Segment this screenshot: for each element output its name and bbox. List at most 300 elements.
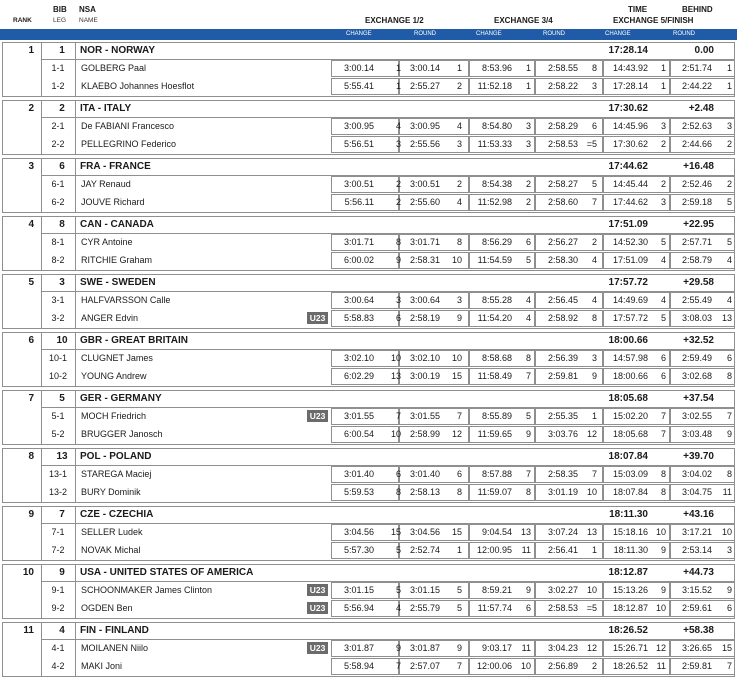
split-time: 2:51.74 (681, 63, 712, 73)
split-rank: 1 (456, 545, 462, 555)
split-rank: 11 (521, 545, 531, 555)
split-time: 2:58.30 (547, 255, 578, 265)
rank-header: RANK (13, 17, 32, 24)
leg-number: 5-2 (51, 429, 65, 439)
table-row (41, 408, 735, 425)
split-time: 2:58.79 (681, 255, 712, 265)
split-time: 3:01.87 (343, 643, 374, 653)
leg-number: 3-2 (51, 313, 65, 323)
split-rank: 9 (726, 585, 732, 595)
split-rank: 2 (660, 179, 666, 189)
split-time: 3:04.02 (681, 469, 712, 479)
split-rank: 13 (520, 527, 531, 537)
team-bib: 8 (59, 219, 65, 230)
athlete-name: JAY Renaud (81, 179, 131, 189)
table-row (41, 292, 735, 309)
split-time: 3:02.10 (409, 353, 440, 363)
leg-number: 13-2 (48, 487, 67, 497)
team-time: 18:26.52 (608, 625, 648, 636)
athlete-name: KLAEBO Johannes Hoesflot (81, 81, 195, 91)
team-bib: 10 (56, 335, 68, 346)
table-row (41, 310, 735, 327)
split-time: 2:58.99 (409, 429, 440, 439)
split-time: 3:00.14 (409, 63, 440, 73)
split-rank: 13 (721, 313, 732, 323)
split-time: 3:04.56 (409, 527, 440, 537)
team-rank: 1 (28, 45, 34, 56)
split-rank: 6 (525, 237, 531, 247)
split-rank: 5 (525, 255, 531, 265)
split-rank: 4 (456, 197, 462, 207)
split-time: 2:55.79 (409, 603, 440, 613)
split-rank: 2 (525, 179, 531, 189)
split-time: 8:55.89 (481, 411, 512, 421)
table-row (41, 426, 735, 443)
split-time: 2:58.13 (409, 487, 440, 497)
team-behind: +16.48 (683, 161, 714, 172)
split-time: 11:54.20 (477, 313, 512, 323)
split-time: 2:56.39 (547, 353, 578, 363)
table-row (41, 136, 735, 153)
split-time: 17:57.72 (612, 313, 648, 323)
split-rank: 2 (660, 139, 666, 149)
team-behind: 0.00 (694, 45, 714, 56)
athlete-name: PELLEGRINO Federico (81, 139, 177, 149)
split-rank: 8 (395, 487, 401, 497)
split-time: 8:55.28 (481, 295, 512, 305)
round-subheader: ROUND (673, 31, 695, 37)
team-time: 18:00.66 (608, 335, 648, 346)
athlete-name: MOCH Friedrich (81, 411, 147, 421)
team-block (0, 100, 737, 158)
split-time: 3:26.65 (681, 643, 712, 653)
split-rank: 15 (451, 371, 462, 381)
split-time: 8:56.29 (481, 237, 512, 247)
team-behind: +44.73 (683, 567, 714, 578)
time-header: TIME (628, 5, 648, 14)
team-block (0, 622, 737, 680)
split-rank: 2 (591, 237, 597, 247)
split-rank: 10 (451, 255, 462, 265)
change-subheader: CHANGE (346, 31, 372, 37)
split-rank: 4 (660, 295, 666, 305)
split-time: 3:03.76 (547, 429, 578, 439)
team-rank: 6 (28, 335, 34, 346)
split-time: 2:56.41 (547, 545, 578, 555)
table-row (41, 60, 735, 77)
split-rank: 9 (525, 585, 531, 595)
nsa-header: NSA (79, 5, 96, 14)
split-rank: 4 (456, 121, 462, 131)
split-rank: 10 (586, 487, 597, 497)
split-time: 8:54.80 (481, 121, 512, 131)
split-time: 3:00.51 (343, 179, 374, 189)
team-time: 18:11.30 (609, 509, 648, 520)
split-rank: 5 (456, 585, 462, 595)
split-time: 2:55.49 (681, 295, 712, 305)
split-time: 8:57.88 (481, 469, 512, 479)
split-time: 18:26.52 (612, 661, 648, 671)
split-time: 3:01.19 (547, 487, 578, 497)
split-rank: 7 (525, 371, 531, 381)
split-rank: 7 (726, 411, 732, 421)
split-time: 2:56.89 (547, 661, 578, 671)
split-time: 2:58.55 (547, 63, 578, 73)
split-time: 2:55.27 (409, 81, 440, 91)
split-rank: 7 (591, 197, 597, 207)
exchange-5-header: EXCHANGE 5/FINISH (613, 16, 694, 25)
split-rank: 8 (591, 63, 597, 73)
split-rank: 3 (525, 139, 531, 149)
table-row (41, 176, 735, 193)
leg-number: 2-1 (51, 121, 65, 131)
split-rank: 4 (726, 295, 732, 305)
split-time: 5:58.83 (343, 313, 374, 323)
split-time: 3:08.03 (681, 313, 712, 323)
split-time: 6:00.54 (343, 429, 374, 439)
split-time: 2:59.61 (681, 603, 712, 613)
athlete-name: MAKI Joni (81, 661, 123, 671)
team-bib: 1 (59, 45, 65, 56)
split-rank: 4 (726, 255, 732, 265)
leg-number: 13-1 (48, 469, 67, 479)
team-nsa: FRA - FRANCE (80, 161, 151, 172)
leg-number: 4-2 (51, 661, 65, 671)
split-time: 3:01.40 (343, 469, 374, 479)
team-block (0, 448, 737, 506)
split-time: 2:52.74 (409, 545, 440, 555)
split-rank: 3 (660, 121, 666, 131)
team-behind: +2.48 (688, 103, 714, 114)
split-time: 2:55.35 (547, 411, 578, 421)
split-rank: 10 (655, 603, 666, 613)
split-time: 2:52.63 (681, 121, 712, 131)
split-rank: 3 (456, 139, 462, 149)
split-rank: 9 (456, 313, 462, 323)
split-rank: 1 (525, 81, 531, 91)
split-rank: 6 (456, 469, 462, 479)
team-behind: +32.52 (683, 335, 714, 346)
name-header: NAME (79, 17, 98, 24)
split-time: 2:58.60 (547, 197, 578, 207)
table-row (41, 484, 735, 501)
split-rank: 1 (395, 81, 401, 91)
split-rank: 1 (660, 81, 666, 91)
split-time: 3:00.51 (409, 179, 440, 189)
split-time: 8:58.68 (481, 353, 512, 363)
split-rank: 1 (726, 63, 732, 73)
split-time: 2:57.71 (681, 237, 712, 247)
split-rank: 4 (591, 255, 597, 265)
split-time: 3:00.95 (343, 121, 374, 131)
split-time: 11:52.18 (477, 81, 512, 91)
team-time: 17:44.62 (608, 161, 648, 172)
split-time: 17:28.14 (612, 81, 648, 91)
split-time: 8:54.38 (481, 179, 512, 189)
athlete-name: CYR Antoine (81, 237, 133, 247)
split-time: 3:02.10 (343, 353, 374, 363)
table-row (41, 524, 735, 541)
split-time: 12:00.95 (476, 545, 512, 555)
split-rank: 4 (591, 295, 597, 305)
split-time: 9:03.17 (481, 643, 512, 653)
split-rank: 3 (395, 295, 401, 305)
athlete-name: BRUGGER Janosch (81, 429, 163, 439)
split-time: 2:55.60 (409, 197, 440, 207)
team-time: 18:12.87 (608, 567, 648, 578)
split-time: 2:59.18 (681, 197, 712, 207)
split-time: 2:44.66 (681, 139, 712, 149)
leg-number: 9-2 (51, 603, 65, 613)
split-rank: 4 (525, 295, 531, 305)
athlete-name: BURY Dominik (81, 487, 141, 497)
split-rank: 3 (395, 139, 401, 149)
split-rank: 7 (525, 469, 531, 479)
split-time: 17:44.62 (612, 197, 648, 207)
split-rank: 12 (586, 429, 597, 439)
split-rank: 8 (525, 487, 531, 497)
split-time: 8:53.96 (481, 63, 512, 73)
split-rank: 4 (525, 313, 531, 323)
split-rank: 8 (660, 487, 666, 497)
u23-badge: U23 (307, 642, 328, 654)
split-rank: 6 (395, 313, 401, 323)
team-rank: 11 (23, 625, 34, 636)
split-rank: =5 (586, 603, 597, 613)
split-time: 3:04.56 (343, 527, 374, 537)
split-time: 5:55.41 (343, 81, 374, 91)
athlete-name: GOLBERG Paal (81, 63, 147, 73)
leg-number: 6-2 (51, 197, 65, 207)
split-rank: =5 (586, 139, 597, 149)
split-time: 3:01.55 (409, 411, 440, 421)
athlete-name: De FABIANI Francesco (81, 121, 175, 131)
split-rank: 11 (722, 487, 732, 497)
team-behind: +22.95 (683, 219, 714, 230)
split-rank: 5 (395, 585, 401, 595)
split-rank: 10 (451, 353, 462, 363)
table-row (41, 466, 735, 483)
team-nsa: CAN - CANADA (80, 219, 154, 230)
split-rank: 5 (456, 603, 462, 613)
split-rank: 1 (660, 63, 666, 73)
table-row (41, 368, 735, 385)
table-row (41, 658, 735, 675)
leg-number: 9-1 (51, 585, 65, 595)
leg-number: 4-1 (51, 643, 65, 653)
split-time: 12:00.06 (476, 661, 512, 671)
exchange-34-header: EXCHANGE 3/4 (494, 16, 553, 25)
split-time: 17:51.09 (612, 255, 648, 265)
team-nsa: USA - UNITED STATES OF AMERICA (80, 567, 254, 578)
team-bib: 3 (59, 277, 65, 288)
athlete-name: SCHOONMAKER James Clinton (81, 585, 213, 595)
split-time: 2:44.22 (681, 81, 712, 91)
change-subheader: CHANGE (476, 31, 502, 37)
split-rank: 7 (660, 429, 666, 439)
split-rank: 9 (456, 643, 462, 653)
split-rank: 5 (525, 411, 531, 421)
split-time: 15:02.20 (612, 411, 648, 421)
split-time: 2:56.27 (547, 237, 578, 247)
column-subheader-bar (0, 29, 737, 40)
exchange-12-header: EXCHANGE 1/2 (365, 16, 424, 25)
split-rank: 8 (591, 313, 597, 323)
team-behind: +58.38 (683, 625, 714, 636)
split-time: 11:57.74 (477, 603, 512, 613)
split-rank: 9 (395, 255, 401, 265)
split-time: 14:49.69 (612, 295, 648, 305)
split-rank: 9 (525, 429, 531, 439)
team-time: 17:51.09 (608, 219, 648, 230)
athlete-name: MOILANEN Niilo (81, 643, 149, 653)
team-bib: 2 (59, 103, 65, 114)
split-time: 5:56.11 (344, 197, 374, 207)
split-rank: 1 (456, 63, 462, 73)
split-rank: 6 (591, 121, 597, 131)
team-time: 18:07.84 (608, 451, 648, 462)
split-rank: 7 (395, 661, 401, 671)
split-rank: 9 (726, 429, 732, 439)
split-time: 3:00.64 (343, 295, 374, 305)
leg-number: 3-1 (51, 295, 65, 305)
split-rank: 4 (660, 255, 666, 265)
split-rank: 8 (456, 487, 462, 497)
split-rank: 2 (591, 661, 597, 671)
split-rank: 13 (586, 527, 597, 537)
leg-number: 8-1 (51, 237, 65, 247)
split-rank: 11 (656, 661, 666, 671)
split-time: 11:52.98 (477, 197, 512, 207)
split-rank: 2 (726, 139, 732, 149)
split-time: 11:53.33 (477, 139, 512, 149)
athlete-name: JOUVE Richard (81, 197, 145, 207)
leg-number: 5-1 (51, 411, 65, 421)
split-rank: 10 (655, 527, 666, 537)
table-row (41, 542, 735, 559)
split-rank: 8 (456, 237, 462, 247)
split-time: 15:13.26 (612, 585, 648, 595)
team-time: 18:05.68 (608, 393, 648, 404)
split-time: 3:01.15 (409, 585, 440, 595)
split-time: 3:00.64 (409, 295, 440, 305)
split-time: 18:11.30 (613, 545, 648, 555)
athlete-name: YOUNG Andrew (81, 371, 147, 381)
split-rank: 6 (395, 469, 401, 479)
split-time: 6:00.02 (343, 255, 374, 265)
split-rank: 8 (726, 469, 732, 479)
split-rank: 7 (660, 411, 666, 421)
split-rank: 5 (726, 237, 732, 247)
split-rank: 9 (591, 371, 597, 381)
split-time: 3:01.55 (343, 411, 374, 421)
team-behind: +39.70 (683, 451, 714, 462)
split-time: 5:58.94 (343, 661, 374, 671)
split-rank: 5 (591, 179, 597, 189)
athlete-name: NOVAK Michal (81, 545, 141, 555)
team-rank: 8 (28, 451, 34, 462)
team-behind: +29.58 (683, 277, 714, 288)
behind-header: BEHIND (682, 5, 713, 14)
split-time: 3:03.48 (681, 429, 712, 439)
split-rank: 9 (395, 643, 401, 653)
split-time: 3:00.95 (409, 121, 440, 131)
split-rank: 13 (390, 371, 401, 381)
athlete-name: OGDEN Ben (81, 603, 133, 613)
split-rank: 9 (660, 585, 666, 595)
split-rank: 10 (586, 585, 597, 595)
split-time: 14:43.92 (612, 63, 648, 73)
team-rank: 2 (28, 103, 34, 114)
team-block (0, 332, 737, 390)
split-rank: 7 (395, 411, 401, 421)
split-rank: 8 (395, 237, 401, 247)
split-time: 14:52.30 (612, 237, 648, 247)
split-time: 2:58.22 (547, 81, 578, 91)
team-rank: 10 (22, 567, 34, 578)
split-rank: 11 (521, 643, 531, 653)
split-rank: 8 (726, 371, 732, 381)
split-rank: 6 (660, 371, 666, 381)
split-time: 3:01.71 (409, 237, 440, 247)
table-row (41, 350, 735, 367)
team-rank: 4 (28, 219, 34, 230)
split-time: 2:55.56 (409, 139, 440, 149)
split-time: 2:58.53 (547, 603, 578, 613)
split-time: 5:57.30 (343, 545, 374, 555)
team-block (0, 42, 737, 100)
split-time: 11:59.07 (477, 487, 512, 497)
split-rank: 3 (726, 121, 732, 131)
table-row (41, 118, 735, 135)
team-nsa: NOR - NORWAY (80, 45, 156, 56)
leg-number: 1-2 (51, 81, 65, 91)
split-time: 15:03.09 (612, 469, 648, 479)
leg-number: 8-2 (51, 255, 65, 265)
split-rank: 10 (390, 353, 401, 363)
split-time: 2:58.29 (547, 121, 578, 131)
bib-header: BIB (53, 5, 67, 14)
split-time: 3:00.14 (343, 63, 374, 73)
split-time: 3:02.55 (681, 411, 712, 421)
split-time: 14:57.98 (612, 353, 648, 363)
table-row (41, 194, 735, 211)
split-time: 3:01.71 (343, 237, 374, 247)
table-row (41, 252, 735, 269)
table-row (41, 640, 735, 657)
team-nsa: CZE - CZECHIA (80, 509, 154, 520)
split-time: 5:56.51 (343, 139, 374, 149)
leg-header: LEG (53, 17, 67, 24)
split-rank: 12 (451, 429, 462, 439)
change-subheader: CHANGE (605, 31, 631, 37)
split-rank: 2 (456, 81, 462, 91)
split-time: 5:59.53 (343, 487, 374, 497)
split-time: 2:57.07 (409, 661, 440, 671)
split-time: 3:00.19 (409, 371, 440, 381)
team-bib: 4 (59, 625, 65, 636)
team-block (0, 564, 737, 622)
split-rank: 10 (390, 429, 401, 439)
leg-number: 10-2 (48, 371, 67, 381)
athlete-name: STAREGA Maciej (81, 469, 152, 479)
leg-number: 6-1 (51, 179, 65, 189)
split-time: 18:00.66 (612, 371, 648, 381)
split-rank: 12 (586, 643, 597, 653)
split-rank: 8 (525, 353, 531, 363)
team-behind: +43.16 (683, 509, 714, 520)
team-block (0, 506, 737, 564)
